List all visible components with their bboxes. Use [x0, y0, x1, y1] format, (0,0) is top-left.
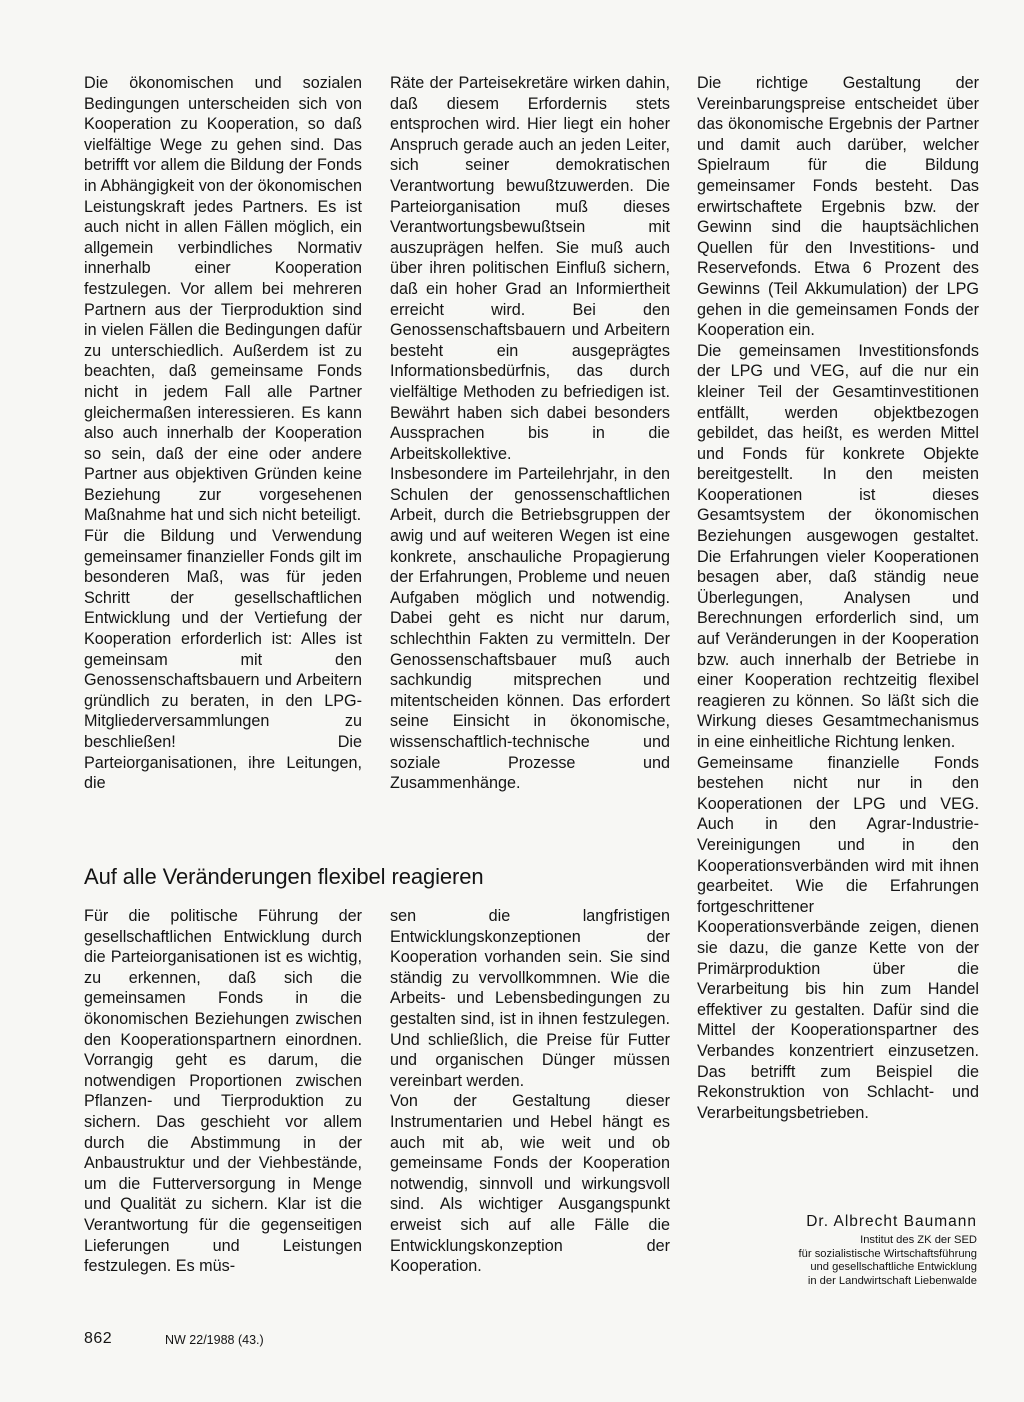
column-1-lower [84, 906, 362, 1277]
affiliation-line: und gesellschaftliche Entwicklung [810, 1261, 977, 1274]
paragraph: Räte der Parteisekretäre wirken dahin, daß diesem Erfordernis stets entsprochen wird. Hier liegt ein hoher Anspruch gerade auch an jeden Leiter, sich seiner demokratischen Verantwortung bewußtzuwerden. Die Parteiorganisation muß dieses Verantwortungsbewußtsein mit auszuprägen helfen. Sie muß auch über ihren politischen Einfluß sichern, daß ein hoher Grad an Informiertheit erreicht wird. Bei den Genossenschaftsbauern und Arbeitern besteht ein ausgeprägtes Informationsbedürfnis, das durch vielfältige Methoden zu befriedigen ist. Bewährt haben sich dabei besonders Aussprachen bis in die Arbeitskollektive. [390, 74, 670, 463]
paragraph: Die richtige Gestaltung der Vereinbarungspreise entscheidet über das ökonomische Ergebnis der Partner und damit auch darüber, welcher Spielraum für die Bildung gemeinsamer Fonds besteht. Das erwirtschaftete Ergebnis bzw. der Gewinn sind die hauptsächlichen Quellen für den Investitions- und Reservefonds. Etwa 6 Prozent des Gewinns (Teil Akkumulation) der LPG gehen in die gemeinsamen Fonds der Kooperation ein. [697, 74, 979, 340]
paragraph: Für die Bildung und Verwendung gemeinsamer finanzieller Fonds gilt im besonderen Maß, was für jeden Schritt der gesellschaftlichen Entwicklung und der Vertiefung der Kooperation erforderlich ist: Alles ist gemeinsam mit den Genossenschaftsbauern und Arbeitern gründlich zu beraten, in den LPG-Mitgliederversammlungen zu beschließen! Die Parteiorganisationen, ihre Leitungen, die [84, 527, 362, 793]
paragraph: Die gemeinsamen Investitionsfonds der LPG und VEG, auf die nur ein kleiner Teil der Gesamtinvestitionen entfällt, werden objektbezogen gebildet, das heißt, es werden Mittel und Fonds für konkrete Objekte bereitgestellt. In den meisten Kooperationen ist dieses Gesamtsystem der ökonomischen Beziehungen ausgewogen gestaltet. Die Erfahrungen vieler Kooperationen besagen aber, daß ständig neue Überlegungen, Analysen und Berechnungen erforderlich sind, um auf Veränderungen in der Kooperation bzw. auch innerhalb der Betriebe in einer Kooperation rechtzeitig flexibel reagieren zu können. So läßt sich die Wirkung dieses Gesamtmechanismus in eine einheitliche Richtung lenken. [697, 341, 979, 751]
column-1 [84, 73, 362, 794]
column-3 [697, 73, 979, 1123]
column-2-lower [390, 906, 670, 1277]
paragraph: Insbesondere im Parteilehrjahr, in den Schulen der genossenschaftlichen Arbeit, durch die Betriebsgruppen der awig und auf weiteren Wegen ist eine konkrete, anschauliche Propagierung der Erfahrungen, Probleme und neuen Aufgaben möglich und notwendig. Dabei geht es nicht nur darum, schlechthin Fakten zu vermitteln. Der Genossenschaftsbauer muß auch sachkundig mitsprechen und mitentscheiden können. Das erfordert seine Einsicht in ökonomische, wissenschaftlich-technische und soziale Prozesse und Zusammenhänge. [390, 465, 670, 793]
paragraph: Von der Gestaltung dieser Instrumentarien und Hebel hängt es auch mit ab, wie weit und ob gemeinsame Fonds der Kooperation notwendig, sinnvoll und wirkungsvoll sind. Als wichtiger Ausgangspunkt erweist sich auf alle Fälle die Entwicklungskonzeption der Kooperation. [390, 1092, 670, 1276]
affiliation-line: in der Landwirtschaft Liebenwalde [807, 1274, 977, 1287]
affiliation-line: für sozialistische Wirtschaftsführung [798, 1247, 977, 1260]
paragraph: Gemeinsame finanzielle Fonds bestehen nicht nur in den Kooperationen der LPG und VEG. Auch in den Agrar-Industrie-Vereinigungen und in den Kooperationsverbänden wird mit ihnen gearbeitet. Wie die Erfahrungen fortgeschrittener Kooperationsverbände zeigen, dienen sie dazu, die ganze Kette von der Primärproduktion über die Verarbeitung bis hin zum Handel effektiver zu gestalten. Dafür sind die Mittel der Kooperationspartner des Verbandes konzentriert einzusetzen. Das betrifft zum Beispiel die Rekonstruktion von Schlacht- und Verarbeitungsbetrieben. [697, 753, 979, 1122]
author-affiliation [697, 1234, 977, 1288]
author-name: Dr. Albrecht Baumann [806, 1213, 977, 1230]
paragraph: sen die langfristigen Entwicklungskonzeptionen der Kooperation vorhanden sein. Sie sind ständig zu vervollkommnen. Wie die Arbeits- und Lebensbedingungen zu gestalten sind, ist in ihnen festzulegen. Und schließlich, die Preise für Futter und organischen Dünger müssen vereinbart werden. [390, 907, 670, 1090]
affiliation-line: Institut des ZK der SED [860, 1234, 977, 1246]
section-heading: Auf alle Veränderungen flexibel reagieren [84, 864, 484, 889]
paragraph: Die ökonomischen und sozialen Bedingungen unterscheiden sich von Kooperation zu Kooperation, so daß vielfältige Wege zu gehen sind. Das betrifft vor allem die Bildung der Fonds in Abhängigkeit von der ökonomischen Leistungskraft jedes Partners. Es ist auch nicht in allen Fällen möglich, ein allgemein verbindliches Normativ innerhalb einer Kooperation festzulegen. Vor allem bei mehreren Partnern aus der Tierproduktion sind in vielen Fällen die Bedingungen dafür zu unterschiedlich. Außerdem ist zu beachten, daß gemeinsame Fonds nicht in jedem Fall alle Partner gleichermaßen interessieren. Es kann also auch innerhalb der Kooperation so sein, daß der eine oder andere Partner aus objektiven Gründen keine Beziehung zur vorgesehenen Maßnahme hat und sich nicht beteiligt. [84, 74, 362, 525]
paragraph: Für die politische Führung der gesellschaftlichen Entwicklung durch die Parteiorganisationen ist es wichtig, zu erkennen, daß sich die gemeinsamen Fonds in die ökonomischen Beziehungen zwischen den Kooperationspartnern einordnen. Vorrangig geht es darum, die notwendigen Proportionen zwischen Pflanzen- und Tierproduktion zu sichern. Das geschieht vor allem durch die Abstimmung in der Anbaustruktur und der Viehbestände, um die Futterversorgung in Menge und Qualität zu sichern. Klar ist die Verantwortung für die gegenseitigen Lieferungen und Leistungen festzulegen. Es müs- [84, 907, 362, 1276]
page-number: 862 [84, 1330, 113, 1347]
column-2 [390, 73, 670, 794]
issue-label: NW 22/1988 (43.) [165, 1333, 264, 1347]
